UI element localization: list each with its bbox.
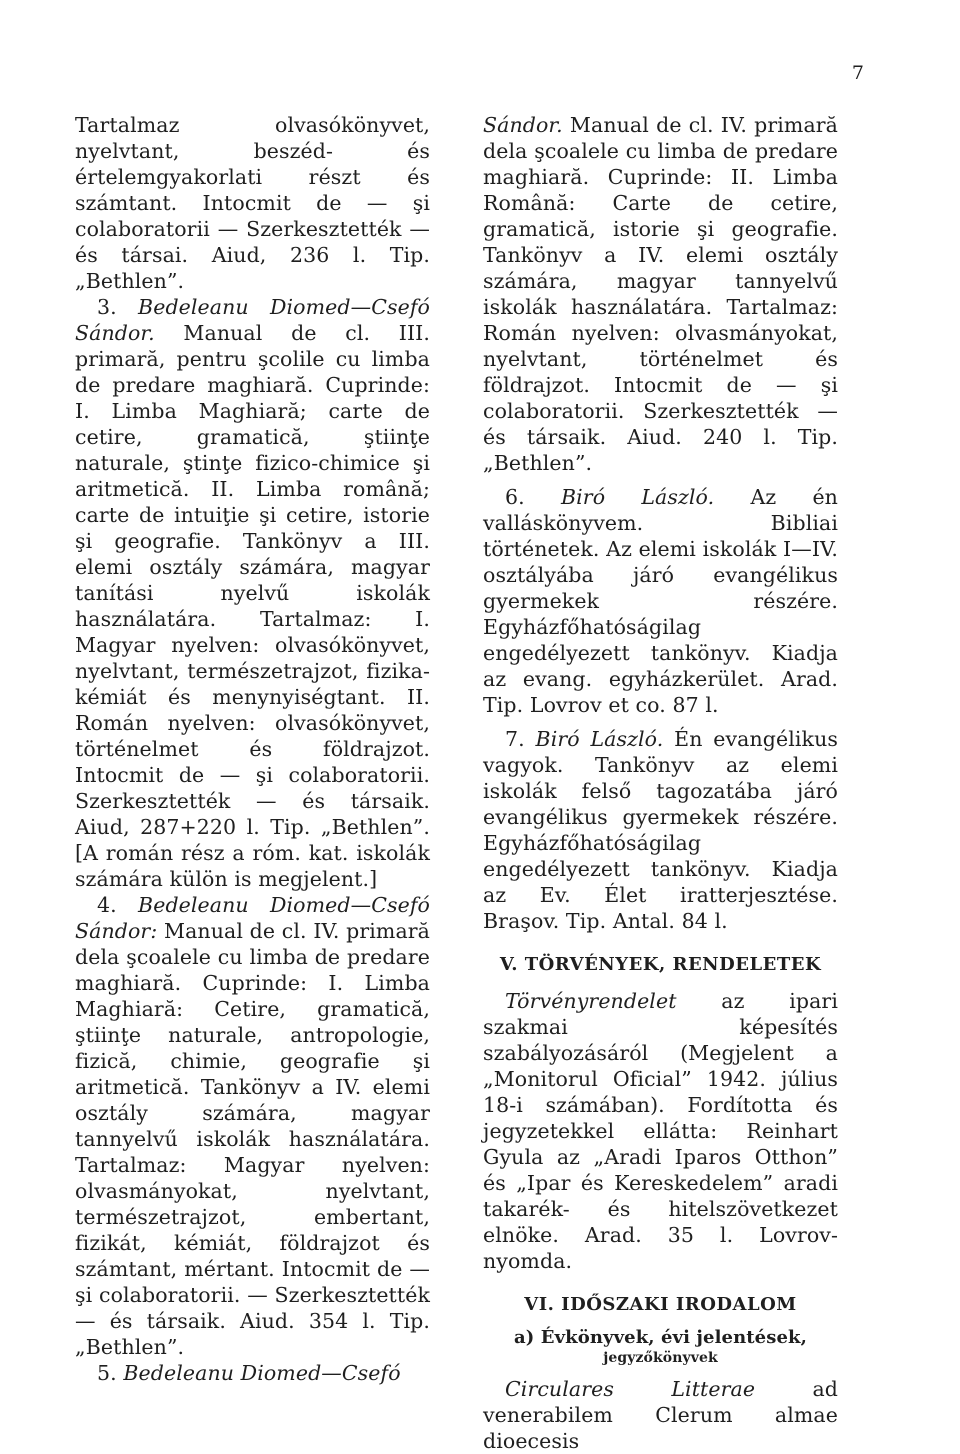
- section-heading-v: V. TÖRVÉNYEK, RENDELETEK: [499, 954, 822, 975]
- entry-6: [483, 484, 838, 718]
- subsection-heading-text: a) Évkönyvek, évi jelentések,: [514, 1327, 807, 1348]
- entry-number: 5.: [97, 1361, 117, 1385]
- entry-text: Én evangélikus vagyok. Tankönyv az elemi iskolák felső tagozatába járó evangélikus gyermekek részére. Egyházfőhatóságilag engedélyezett tankönyv. Kiadja az Ev. Élet iratterjesztése. Braşov. Tip. Antal. 84 l.: [483, 727, 838, 933]
- entry-number: 6.: [505, 485, 525, 509]
- entry-author: Sándor.: [483, 113, 563, 137]
- entry-text: az ipari szakmai képesítés szabályozásáról (Megjelent a „Monitorul Oficial” 1942. július 18-i számában). Fordította és jegyzetekkel ellátta: Reinhart Gyula az „Aradi Iparos Otthon” és „Ipar és Kereskedelem” aradi takarék- és hitelszövetkezet elnöke. Arad. 35 l. Lovrov-nyomda.: [483, 989, 838, 1273]
- entry-text: Manual de cl. IV. primară dela şcoalele cu limba de predare maghiară. Cuprinde: II. Limba Română: Carte de cetire, gramatică, istorie şi geografie. Tankönyv a IV. elemi osztály számára, magyar tannyelvű iskolák használatára. Tartalmaz: Román nyelven: olvasmányokat, nyelvtant, történelmet és földrajzot. Intocmit de — şi colaboratorii. Szerkesztették — és társaik. Aiud. 240 l. Tip. „Bethlen”.: [483, 113, 838, 475]
- entry-text: Manual de cl. IV. primară dela şcoalele cu limba de predare maghiară. Cuprinde: I. Limba Maghiară: Cetire, gramatică, ştiinţe naturale, antropologie, fizică, chimie, geografie şi aritmetică. Tankönyv a IV. elemi osztály számára, magyar tannyelvű iskolák használatára. Tartalmaz: Magyar nyelven: olvasmányokat, nyelvtant, természetrajzot, embertant, fizikát, kémiát, földrajzot és számtant, mértant. Intocmit de — şi colaboratorii. — Szerkesztették — és társaik. Aiud. 354 l. Tip. „Bethlen”.: [75, 919, 430, 1359]
- entry-text: Az én valláskönyvem. Bibliai történetek. Az elemi iskolák I—IV. osztályába járó evangélikus gyermekek részére. Egyházfőhatóságilag engedélyezett tankönyv. Kiadja az evang. egyházkerület. Arad. Tip. Lovrov et co. 87 l.: [483, 485, 838, 717]
- entry-number: 7.: [505, 727, 525, 751]
- entry-author: Bedeleanu Diomed—Csefó Sándor.: [75, 295, 430, 345]
- entry-5: [75, 1360, 430, 1386]
- subsection-heading-a: [483, 1328, 838, 1368]
- entry-number: 4.: [97, 893, 117, 917]
- entry-text: Manual de cl. III. primară, pentru şcolile cu limba de predare maghiară. Cuprinde: I. Limba Maghiară; carte de cetire, gramatică, ştiinţe naturale, ştinţe fizico-chimice şi aritmetică. II. Limba română; carte de intuiţie şi cetire, istorie şi geografie. Tankönyv a III. elemi osztály számára, magyar tanítási nyelvű iskolák használatára. Tartalmaz: I. Magyar nyelven: olvasókönyvet, nyelvtant, természetrajzot, fizika-kémiát és menynyiségtant. II. Román nyelven: olvasókönyvet, történelmet és földrajzot. Intocmit de — şi colaboratorii. Szerkesztették — és társaik. Aiud, 287+220 l. Tip. „Bethlen”. [A román rész a róm. kat. iskolák számára külön is megjelent.]: [75, 321, 430, 891]
- entry-author: Bedeleanu Diomed—Csefó Sándor:: [75, 893, 430, 943]
- subsection-heading-small: jegyzőkönyvek: [603, 1350, 718, 1366]
- entry-4: [75, 892, 430, 1360]
- entry-2-continuation: Tartalmaz olvasókönyvet, nyelvtant, beszéd- és értelemgyakorlati részt és számtant. Intocmit de — şi colaboratorii — Szerkesztették — és társai. Aiud, 236 l. Tip. „Bethlen”.: [75, 113, 430, 293]
- entry-7: [483, 726, 838, 934]
- entry-decree: [483, 988, 838, 1274]
- entry-title: Circulares Litterae: [505, 1377, 756, 1401]
- entry-author: Törvényrendelet: [505, 989, 677, 1013]
- entry-5-continuation: [483, 112, 838, 476]
- left-column: [75, 112, 430, 1386]
- entry-number: 3.: [97, 295, 117, 319]
- entry-author: Bedeleanu Diomed—Csefó: [123, 1361, 401, 1385]
- entry-3: [75, 294, 430, 892]
- entry-text: ad venerabilem Clerum almae dioecesis: [483, 1377, 838, 1453]
- section-heading-vi: VI. IDŐSZAKI IRODALOM: [524, 1294, 797, 1315]
- page-number: 7: [851, 62, 864, 84]
- right-column: [483, 112, 838, 1454]
- entry-author: Biró László.: [535, 727, 664, 751]
- entry-author: Biró László.: [560, 485, 715, 509]
